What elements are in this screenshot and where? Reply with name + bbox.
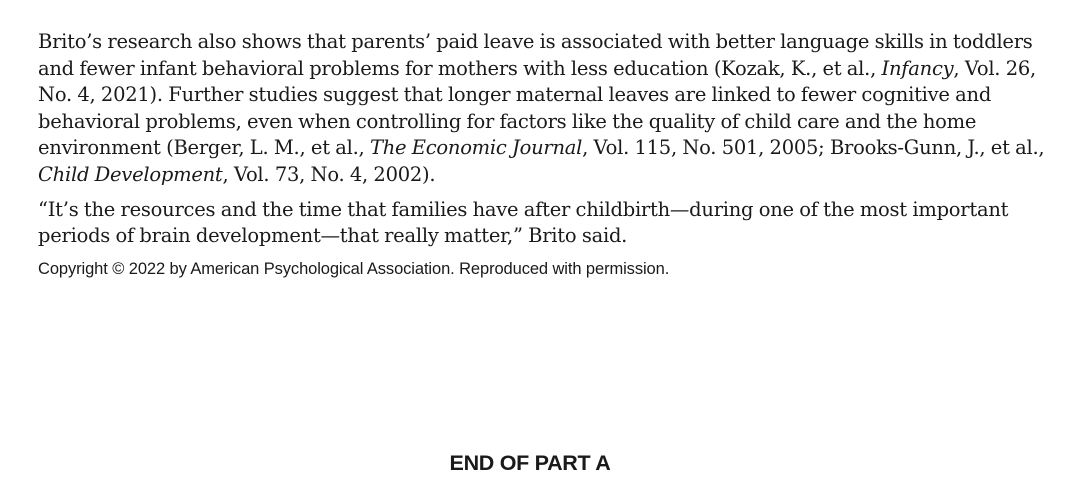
copyright-notice: Copyright © 2022 by American Psychological Association. Reproduced with permission. xyxy=(38,259,670,278)
journal-title-child-development: Child Development xyxy=(38,162,223,186)
paragraph-paid-leave-research xyxy=(38,29,1063,189)
article-body xyxy=(38,29,1063,280)
end-of-part-heading: END OF PART A xyxy=(449,451,611,475)
paragraph-text: , Vol. 73, No. 4, 2002). xyxy=(222,162,436,186)
paragraph-text: , Vol. 115, No. 501, 2005; Brooks-Gunn, J., et al., xyxy=(582,136,1045,160)
journal-title-infancy: Infancy xyxy=(881,56,954,80)
paragraph-text: , Vol. 26, No. 4, 2021). Further studies suggest that longer maternal leaves are linked to fewer cognitive and behavioral problems, even when controlling for factors like the quality of child care and the home environment (Berger, L. M., et al., xyxy=(38,56,1036,160)
paragraph-text: Brito’s research also shows that parents’ paid leave is associated with better language skills in toddlers and fewer infant behavioral problems for mothers with less education (Kozak, K., et al., xyxy=(38,30,1033,80)
journal-title-economic-journal: The Economic Journal xyxy=(369,136,583,160)
paragraph-brito-quote: “It’s the resources and the time that families have after childbirth—during one of the most important periods of brain development—that really matter,” Brito said. xyxy=(38,197,1009,248)
